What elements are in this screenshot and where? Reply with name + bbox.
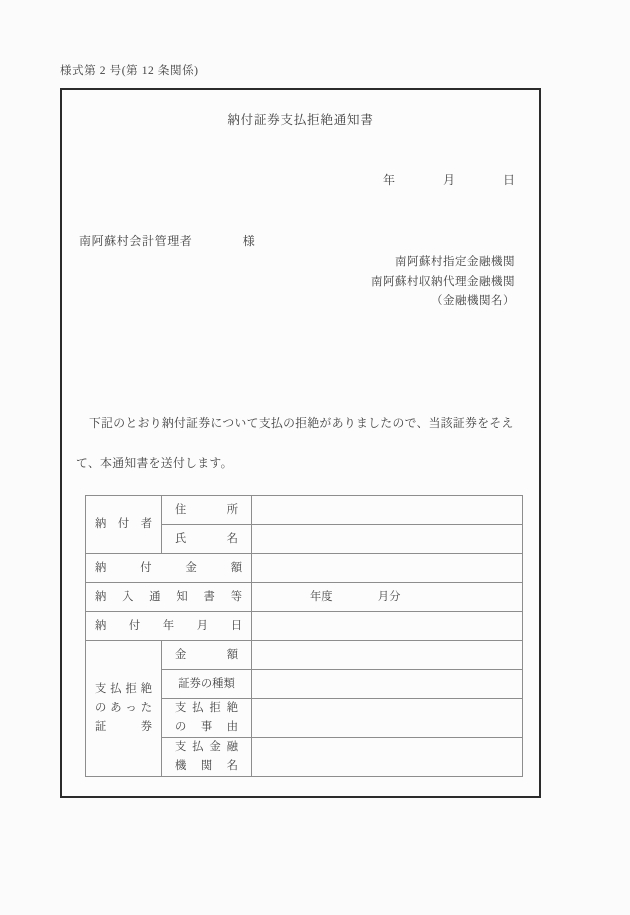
cell-value-payment-amount[interactable] [252, 554, 523, 583]
cell-label-security-type [162, 670, 252, 699]
label-security-type: 証券の種類 [178, 677, 235, 690]
sender-line-collection-agent-bank: 南阿蘇村収納代理金融機関 [371, 275, 515, 288]
table-row [86, 641, 523, 670]
label-refused-security-line2: のあった [95, 702, 152, 714]
table-row [86, 554, 523, 583]
sender-block [371, 253, 515, 312]
cell-value-paying-bank[interactable] [252, 738, 523, 777]
cell-label-payment-notice [86, 583, 252, 612]
document-title: 納付証券支払拒絶通知書 [227, 113, 374, 127]
cell-value-refusal-reason[interactable] [252, 699, 523, 738]
cell-value-payment-date[interactable] [252, 612, 523, 641]
table-row [86, 612, 523, 641]
label-address: 住所 [175, 503, 238, 516]
addressee-line: 南阿蘇村会計管理者 様 [79, 234, 256, 248]
label-payment-amount: 納付金額 [95, 561, 242, 574]
label-refused-security-line1: 支払拒絶 [95, 683, 152, 695]
label-paying-bank-line2: 機関名 [175, 760, 238, 772]
cell-label-refused-security [86, 641, 162, 777]
cell-value-security-type[interactable] [252, 670, 523, 699]
page-frame-inner [62, 90, 539, 796]
sender-line-designated-bank: 南阿蘇村指定金融機関 [395, 256, 515, 268]
cell-label-payment-date [86, 612, 252, 641]
label-refused-security-line3: 証 券 [95, 721, 152, 733]
cell-label-refusal-reason [162, 699, 252, 738]
form-number: 様式第 2 号(第 12 条関係) [60, 65, 199, 77]
body-paragraph: 下記のとおり納付証券について支払の拒絶がありましたので、当該証券をそえて、本通知書を送付します。 [76, 416, 514, 470]
table-row [86, 496, 523, 525]
label-payment-notice: 納入通知書等 [95, 590, 242, 603]
label-name: 氏名 [175, 532, 238, 545]
label-paying-bank-line1: 支払金融 [175, 741, 238, 753]
cell-label-paying-bank [162, 738, 252, 777]
cell-value-payment-notice[interactable] [252, 583, 523, 612]
label-payer: 納付者 [95, 518, 152, 531]
cell-label-name [162, 525, 252, 554]
label-payment-date: 納付年月日 [95, 619, 242, 632]
cell-value-name[interactable] [252, 525, 523, 554]
cell-label-payer [86, 496, 162, 554]
label-security-amount: 金額 [175, 648, 238, 661]
cell-label-address [162, 496, 252, 525]
details-table [85, 495, 523, 777]
value-payment-notice: 年度 月分 [310, 590, 401, 603]
label-refusal-reason-line1: 支払拒絶 [175, 702, 238, 714]
cell-label-security-amount [162, 641, 252, 670]
table-row [86, 583, 523, 612]
page-frame [60, 88, 541, 798]
date-line: 年 月 日 [382, 173, 515, 187]
label-refusal-reason-line2: の事由 [175, 721, 238, 733]
cell-value-address[interactable] [252, 496, 523, 525]
cell-value-security-amount[interactable] [252, 641, 523, 670]
sender-line-bank-name-placeholder: （金融機関名） [431, 295, 515, 307]
cell-label-payment-amount [86, 554, 252, 583]
